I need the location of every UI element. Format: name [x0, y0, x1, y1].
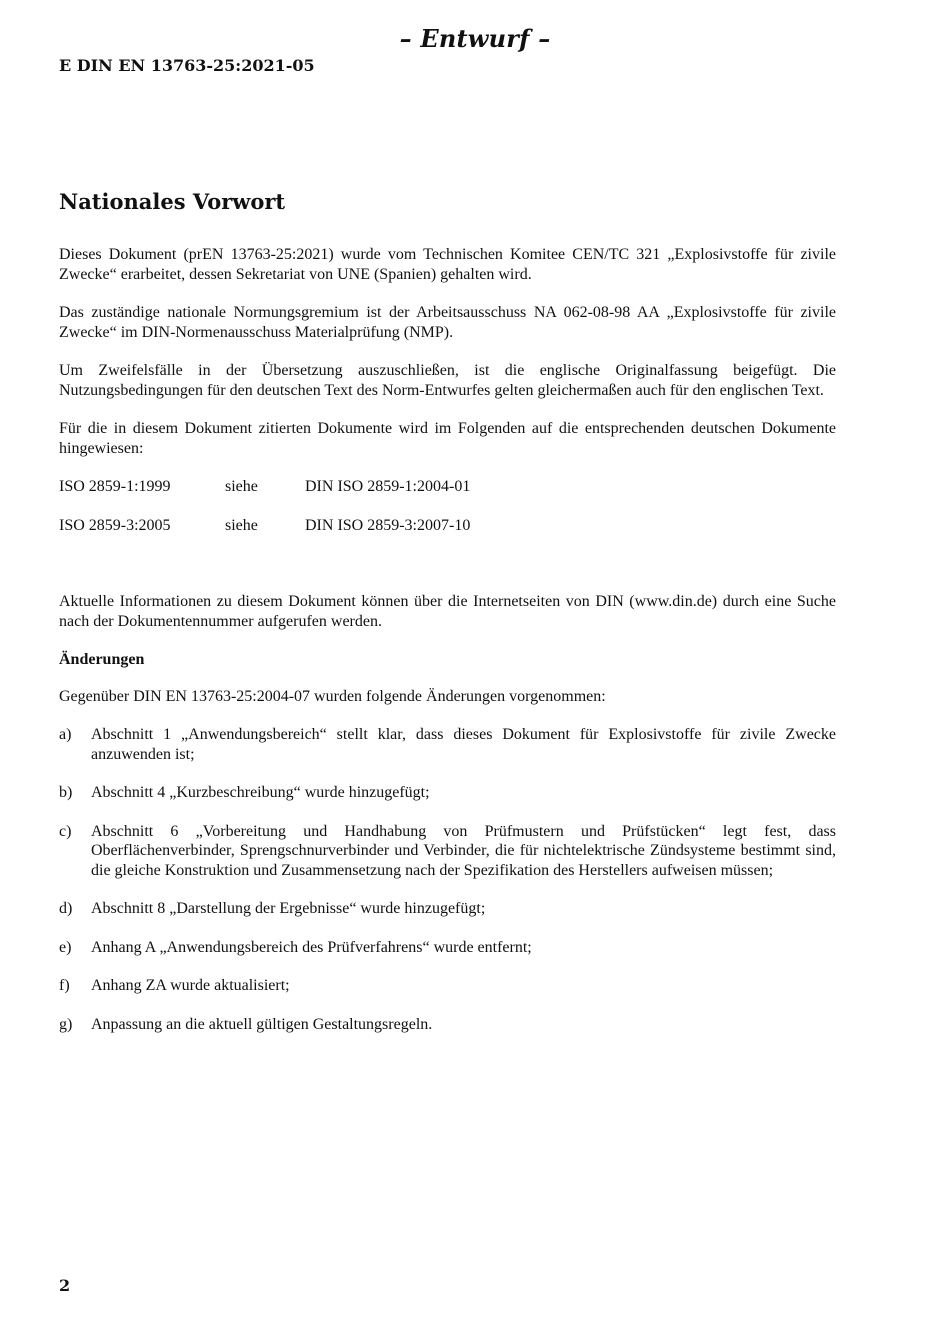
reference-iso: ISO 2859-3:2005: [59, 516, 171, 534]
change-text: Abschnitt 4 „Kurzbeschreibung“ wurde hinzugefügt;: [91, 784, 430, 801]
changes-intro: Gegenüber DIN EN 13763-25:2004-07 wurden folgende Änderungen vorgenommen:: [59, 687, 606, 705]
paragraph-cited-documents: Für die in diesem Dokument zitierten Dokumente wird im Folgenden auf die entsprechenden deutschen Dokumente hingewiesen:: [59, 420, 836, 457]
document-identifier: E DIN EN 13763-25:2021-05: [59, 56, 315, 75]
reference-row: [59, 516, 836, 536]
list-marker: e): [59, 938, 72, 956]
reference-din: DIN ISO 2859-1:2004-01: [305, 478, 471, 495]
section-title: Nationales Vorwort: [59, 189, 286, 214]
reference-see: siehe: [225, 516, 258, 534]
list-marker: a): [59, 726, 72, 743]
paragraph-national-body: Das zuständige nationale Normungsgremium ist der Arbeitsausschuss NA 062-08-98 AA „Explosivstoffe für zivile Zwecke“ im DIN-Normenausschuss Materialprüfung (NMP).: [59, 304, 836, 341]
paragraph-committee: Dieses Dokument (prEN 13763-25:2021) wurde vom Technischen Komitee CEN/TC 321 „Explosivstoffe für zivile Zwecke“ erarbeitet, dessen Sekretariat von UNE (Spanien) gehalten wird.: [59, 246, 836, 283]
change-text: Anhang A „Anwendungsbereich des Prüfverfahrens“ wurde entfernt;: [91, 938, 532, 956]
list-marker: g): [59, 1015, 73, 1033]
paragraph-info: Aktuelle Informationen zu diesem Dokument können über die Internetseiten von DIN (www.din.de) durch eine Suche nach der Dokumentennummer aufgerufen werden.: [59, 593, 836, 630]
paragraph-translation: Um Zweifelsfälle in der Übersetzung auszuschließen, ist die englische Originalfassung beigefügt. Die Nutzungsbedingungen für den deutschen Text des Norm-Entwurfes gelten gleichermaßen auch für den englischen Text.: [59, 362, 836, 399]
change-text: Anhang ZA wurde aktualisiert;: [91, 977, 290, 994]
list-marker: b): [59, 784, 73, 801]
page-number: 2: [59, 1276, 71, 1295]
reference-see: siehe: [225, 478, 258, 495]
change-text: Abschnitt 1 „Anwendungsbereich“ stellt klar, dass dieses Dokument für Explosivstoffe für zivile Zwecke anzuwenden ist;: [91, 726, 836, 763]
change-item: [59, 938, 836, 958]
change-item: [59, 822, 836, 881]
change-text: Abschnitt 6 „Vorbereitung und Handhabung von Prüfmustern und Prüfstücken“ legt fest, dass Oberflächenverbinder, Sprengschnurverbinder und Verbinder, die für nichtelektrische Zündsysteme bestimmt sind, die gleiche Konstruktion und Zusammensetzung nach der Spezifikation des Herstellers aufweisen müssen;: [91, 822, 836, 879]
change-item: [59, 1015, 836, 1035]
change-item: [59, 976, 836, 996]
reference-row: [59, 477, 836, 497]
spacer: [59, 554, 836, 592]
list-marker: d): [59, 900, 73, 917]
changes-list: [59, 725, 836, 1034]
change-text: Abschnitt 8 „Darstellung der Ergebnisse“ wurde hinzugefügt;: [91, 900, 486, 917]
changes-heading: Änderungen: [59, 651, 145, 668]
draft-watermark-title: – Entwurf –: [399, 24, 551, 53]
reference-iso: ISO 2859-1:1999: [59, 478, 171, 495]
page-content: [59, 186, 836, 1053]
change-item: [59, 725, 836, 764]
change-item: [59, 783, 836, 803]
reference-din: DIN ISO 2859-3:2007-10: [305, 516, 471, 534]
reference-list: [59, 477, 836, 535]
change-text: Anpassung an die aktuell gültigen Gestaltungsregeln.: [91, 1015, 433, 1033]
list-marker: f): [59, 977, 70, 994]
change-item: [59, 899, 836, 919]
list-marker: c): [59, 822, 72, 840]
